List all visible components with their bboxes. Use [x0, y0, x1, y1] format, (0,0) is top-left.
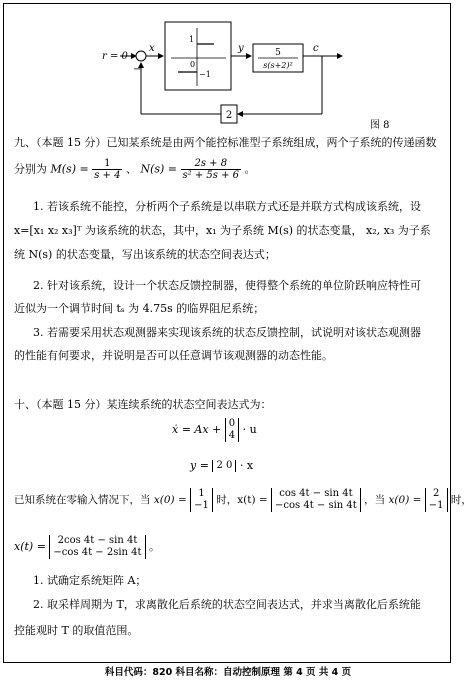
q9-p1-line2: x=[x₁ x₂ x₃]ᵀ 为该系统的状态，其中，x₁ 为子系统 M(s) 的状态变量， x₂, x₃ 为子系	[14, 224, 431, 237]
x-label: x	[149, 43, 155, 54]
M-lhs: M(s) =	[50, 162, 89, 176]
q9-line2-prefix: 分别为	[14, 162, 47, 176]
output-matrix-C: 2 0	[212, 460, 236, 472]
summing-junction	[136, 51, 146, 61]
relay-block	[165, 22, 231, 90]
q9-p2-line1: 2. 针对该系统，设计一个状态反馈控制器，使得整个系统的单位阶跃响应特性可	[33, 279, 421, 292]
input-matrix-B: 0 4	[225, 418, 239, 442]
page-footer: 科目代码：820 科目名称：自动控制原理 第 4 页 共 4 页	[104, 667, 352, 678]
q10-line1: 十、（本题 15 分）某连续系统的状态空间表达式为：	[14, 398, 272, 411]
q10-response-2: x(t) = 2cos 4t − sin 4t −cos 4t − 2sin 4t 。	[14, 535, 161, 558]
q9-line2: 分别为 M(s) = $\frac{1}{s + 4}$ 、 N(s) = $\frac{2s + 8}{\text{s² + 5s + 6}}$ 。	[14, 158, 256, 181]
response-1: cos 4t − sin 4t −cos 4t − sin 4t	[271, 488, 361, 512]
block-diagram	[0, 0, 456, 135]
q10-p1: 1. 试确定系统矩阵 A；	[33, 574, 147, 587]
q9-p1-line1: 1. 若该系统不能控，分析两个子系统是以串联方式还是并联方式构成该系统，设	[33, 200, 421, 213]
feedback-gain-label: 2	[225, 110, 233, 121]
initial-state-2: 2 −1	[425, 488, 448, 512]
q9-line2-suffix: 。	[244, 162, 256, 176]
q10-p2-line1: 2. 取采样周期为 T，求离散化后系统的状态空间表达式，并求当离散化后系统能	[33, 598, 421, 611]
q10-state-equation: ẋ = Ax + 0 4 · u	[172, 418, 257, 441]
relay-bottom-label: −1	[199, 70, 211, 79]
initial-state-1: 1 −1	[190, 488, 213, 512]
N-fraction: $\frac{2s + 8}{\text{s² + 5s + 6}}$	[182, 158, 240, 181]
q10-p2-line2: 控能观时 T 的取值范围。	[14, 624, 139, 637]
response-2: 2cos 4t − sin 4t −cos 4t − 2sin 4t	[49, 535, 145, 559]
relay-zero-label: 0	[190, 60, 196, 69]
q9-p3-line1: 3. 若需要采用状态观测器来实现该系统的状态反馈控制，试说明对该状态观测器	[33, 326, 421, 339]
figure-label: 图 8	[370, 120, 390, 131]
c-label: c	[313, 43, 319, 54]
y-label: y	[238, 43, 244, 54]
minus-sign: −	[133, 64, 142, 75]
relay-top-label: 1	[189, 35, 195, 44]
q10-condition: 已知系统在零输入情况下，当 x(0) = 1 −1 时，x(t) = cos 4t − sin 4t −cos 4t − sin 4t ，当 x(0) = 2 −1 时，	[14, 488, 472, 511]
plant-denominator: s(s+2)²	[263, 61, 293, 70]
M-fraction: $\frac{1}{s + 4}$	[94, 158, 121, 181]
q9-p2-line2: 近似为一个调节时间 tₛ 为 4.75s 的临界阻尼系统；	[14, 302, 265, 315]
plant-numerator: 5	[275, 48, 281, 58]
N-lhs: N(s) =	[140, 162, 178, 176]
q10-output-equation: y = 2 0 · x	[190, 459, 254, 472]
q9-line1: 九、（本题 15 分）已知某系统是由两个能控标准型子系统组成，两个子系统的传递函数	[14, 136, 437, 149]
q9-p1-line3: 统 N(s) 的状态变量，写出该系统的状态空间表达式；	[14, 248, 276, 261]
q9-p3-line2: 的性能有何要求，并说明是否可以任意调节该观测器的动态性能。	[14, 349, 333, 362]
r-label: r = 0	[102, 51, 128, 62]
